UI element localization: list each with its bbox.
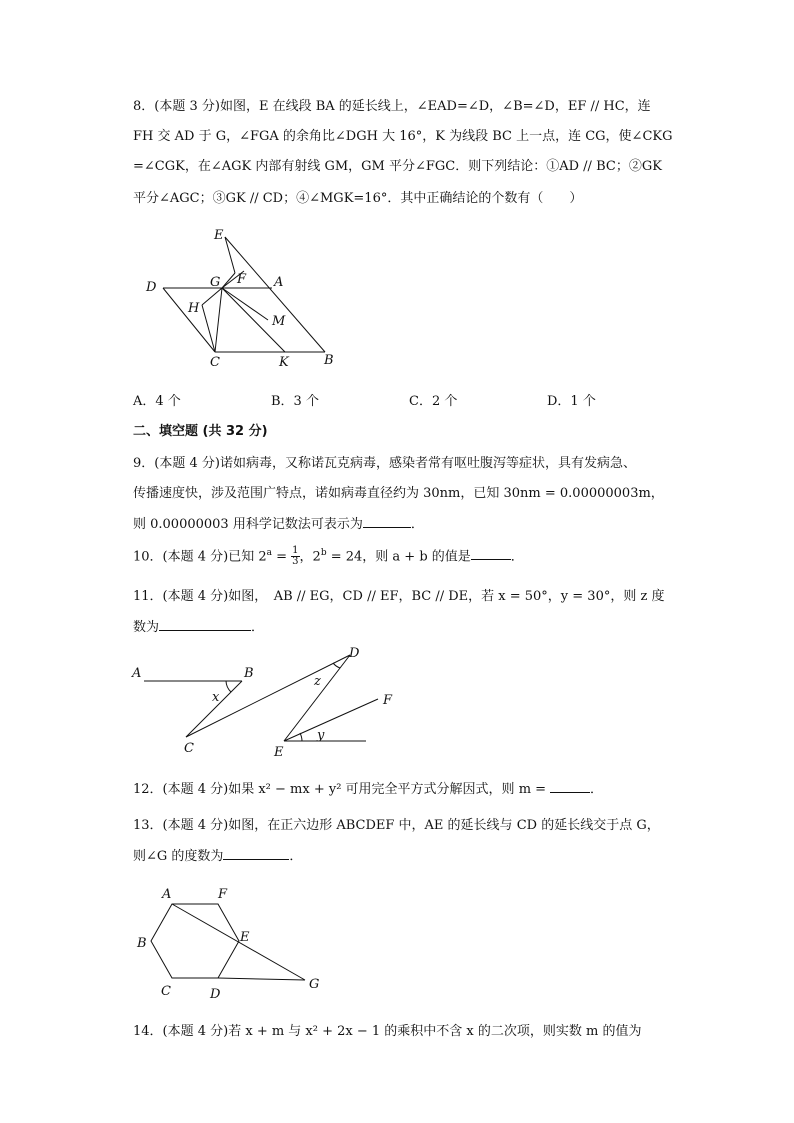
q10-fraction: [291, 546, 299, 567]
q9-end: ．: [410, 517, 424, 532]
q11-label-b: B: [244, 666, 254, 681]
q11-answer-blank[interactable]: [159, 618, 251, 631]
section-heading: 二、填空题 (共 32 分): [133, 424, 268, 439]
q13-end: ．: [289, 849, 303, 864]
q13-label-c: C: [161, 984, 171, 999]
q9-line-3-text: 则 0.00000003 用科学记数法可表示为: [133, 517, 363, 532]
q11-line-1: 11．(本题 4 分)如图， AB // EG，CD // EF，BC // DE，若 x = 50°，y = 30°，则 z 度: [133, 589, 665, 604]
q8-options: [133, 390, 685, 409]
q13-label-b: B: [137, 936, 147, 951]
q10-mid: ，2: [299, 549, 321, 565]
q13-answer-blank[interactable]: [223, 847, 289, 860]
q13-line-1: 13．(本题 4 分)如图，在正六边形 ABCDEF 中，AE 的延长线与 CD 的延长线交于点 G，: [133, 818, 660, 833]
q10-mid2: = 24，则 a + b 的值是: [326, 549, 471, 565]
q14-line: 14．(本题 4 分)若 x + m 与 x² + 2x − 1 的乘积中不含 x 的二次项，则实数 m 的值为: [133, 1024, 642, 1039]
q8-label-e: E: [214, 228, 224, 243]
q10-end: ．: [510, 549, 524, 565]
q8-line-4: 平分∠AGC；③GK // CD；④∠MGK=16°．其中正确结论的个数有（ ）: [133, 191, 583, 206]
q8-option-a[interactable]: A．4 个: [133, 394, 181, 409]
q9-answer-blank[interactable]: [363, 515, 411, 528]
q11-label-y: y: [317, 728, 325, 743]
q11-label-z: z: [314, 674, 321, 689]
q13-label-g: G: [309, 977, 320, 992]
q9-line-1: 9．(本题 4 分)诺如病毒，又称诺瓦克病毒，感染者常有呕吐腹泻等症状，具有发病急、: [133, 456, 636, 471]
q12-answer-blank[interactable]: [550, 780, 590, 793]
q13-label-f: F: [218, 887, 228, 902]
q10-prefix: 10．(本题 4 分)已知 2: [133, 549, 267, 565]
q13-line-2: [133, 847, 302, 866]
q11-label-d: D: [349, 646, 360, 661]
q11-label-a: A: [132, 666, 142, 681]
q8-figure: [140, 225, 340, 370]
q11-label-c: C: [184, 741, 194, 756]
q8-line-3: =∠CGK，在∠AGK 内部有射线 GM，GM 平分∠FGC．则下列结论：①AD // BC；②GK: [133, 159, 662, 174]
q11-label-e: E: [274, 745, 284, 760]
q8-option-d[interactable]: D．1 个: [547, 394, 596, 409]
q13-label-e: E: [240, 930, 250, 945]
q10-exp-a: a: [266, 548, 272, 558]
q8-line-2: FH 交 AD 于 G，∠FGA 的余角比∠DGH 大 16°，K 为线段 BC 上一点，连 CG，使∠CKG: [133, 129, 673, 144]
q8-line-1: 8．(本题 3 分)如图，E 在线段 BA 的延长线上，∠EAD=∠D，∠B=∠D，EF // HC，连: [133, 99, 651, 114]
q11-line-2-text: 数为: [133, 620, 160, 635]
q10-exp-b: b: [320, 548, 327, 558]
q8-label-d: D: [146, 280, 157, 295]
q13-label-d: D: [210, 987, 221, 1002]
q10-frac-den: 3: [292, 556, 299, 568]
q12-text: 12．(本题 4 分)如果 x² − mx + y² 可用完全平方式分解因式，则 m =: [133, 782, 547, 797]
q11-label-f: F: [383, 693, 393, 708]
q8-label-h: H: [188, 301, 200, 316]
q8-option-c[interactable]: C．2 个: [409, 394, 458, 409]
q10-line: [133, 544, 524, 567]
q12-end: ．: [590, 782, 604, 797]
q9-line-2: 传播速度快，涉及范围广特点，诺如病毒直径约为 30nm，已知 30nm = 0.00000003m，: [133, 486, 664, 501]
q8-label-f: F: [237, 272, 247, 287]
q11-label-x: x: [212, 690, 220, 705]
q8-label-m: M: [272, 314, 286, 329]
q13-figure: [132, 880, 332, 1005]
q8-label-c: C: [210, 355, 220, 370]
q10-eq: =: [272, 549, 292, 565]
q13-line-2-text: 则∠G 的度数为: [133, 849, 224, 864]
q8-label-k: K: [279, 355, 289, 370]
q8-label-g: G: [210, 275, 221, 290]
q12-line: [133, 780, 603, 799]
q10-frac-num: 1: [292, 545, 299, 557]
q11-end: ．: [251, 620, 265, 635]
q11-line-2: [133, 618, 264, 637]
q11-figure: [128, 645, 408, 760]
q8-label-b: B: [324, 353, 334, 368]
q8-label-a: A: [274, 275, 284, 290]
q9-line-3: [133, 515, 424, 534]
q10-answer-blank[interactable]: [471, 547, 511, 560]
q8-option-b[interactable]: B．3 个: [271, 394, 319, 409]
q13-label-a: A: [162, 887, 172, 902]
